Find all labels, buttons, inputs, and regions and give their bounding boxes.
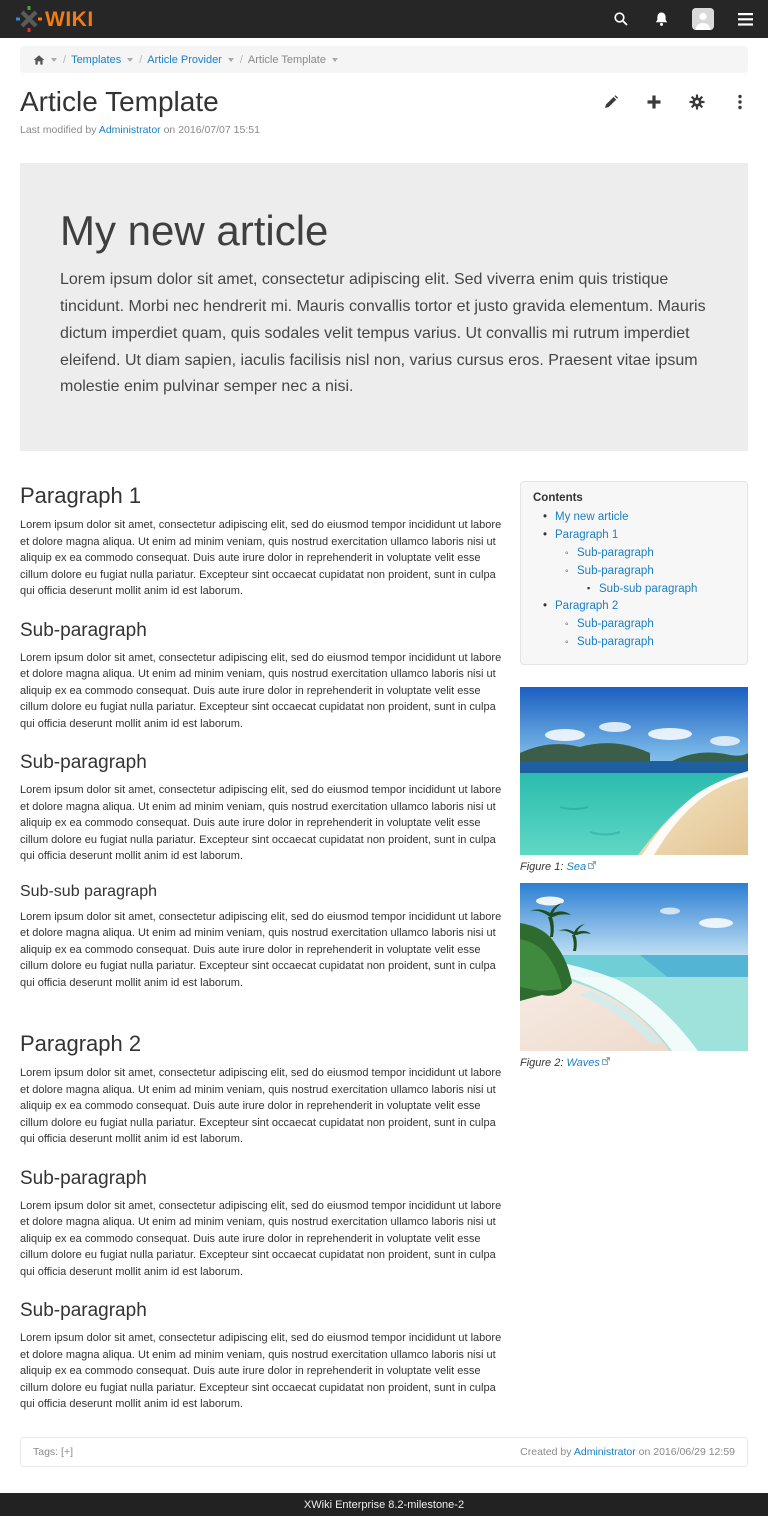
toc-link-paragraph-1[interactable]: Paragraph 1 xyxy=(555,529,619,542)
section-heading-sub-paragraph: Sub-paragraph xyxy=(20,1300,147,1322)
current-page-dropdown-caret-icon[interactable] xyxy=(332,58,338,62)
xwiki-version-text: XWiki Enterprise 8.2-milestone-2 xyxy=(303,1498,465,1511)
figure-1 xyxy=(520,687,748,873)
add-plus-icon[interactable] xyxy=(645,93,662,110)
external-link-icon xyxy=(602,1056,610,1068)
waves-photo xyxy=(520,883,748,1051)
logo-wordmark: WIKI xyxy=(45,7,94,31)
user-avatar[interactable] xyxy=(692,8,714,30)
document-footer-bar xyxy=(20,1437,748,1467)
article-body xyxy=(20,481,506,1419)
section-text: Lorem ipsum dolor sit amet, consectetur adipiscing elit, sed do eiusmod tempor incididunt ut labore et dolore magna aliqua. Ut enim ad minim veniam, quis nostrud exercitation ullamco laboris nisi ut aliquip ex ea commodo consequat. Duis aute irure dolor in reprehenderit in voluptate velit esse cillum dolore eu fugiat nulla pariatur. Excepteur sint occaecat cupidatat non proident, sunt in culpa qui officia deserunt mollit anim id est laborum. xyxy=(20,1199,502,1278)
toc-entry xyxy=(533,509,735,527)
topbar-actions xyxy=(612,8,754,30)
page-header xyxy=(0,87,768,118)
section-text: Lorem ipsum dolor sit amet, consectetur adipiscing elit, sed do eiusmod tempor incididunt ut labore et dolore magna aliqua. Ut enim ad minim veniam, quis nostrud exercitation ullamco laboris nisi ut aliquip ex ea commodo consequat. Duis aute irure dolor in reprehenderit in voluptate velit esse cillum dolore eu fugiat nulla pariatur. Excepteur sint occaecat cupidatat non proident, sunt in culpa qui officia deserunt mollit anim id est laborum. xyxy=(20,519,502,598)
section-text: Lorem ipsum dolor sit amet, consectetur adipiscing elit, sed do eiusmod tempor incididunt ut labore et dolore magna aliqua. Ut enim ad minim veniam, quis nostrud exercitation ullamco laboris nisi ut aliquip ex ea commodo consequat. Duis aute irure dolor in reprehenderit in voluptate velit esse cillum dolore eu fugiat nulla pariatur. Excepteur sint occaecat cupidatat non proident, sunt in culpa qui officia deserunt mollit anim id est laborum. xyxy=(20,1067,502,1146)
hamburger-menu-icon[interactable] xyxy=(736,10,754,28)
breadcrumb xyxy=(20,46,748,73)
figure-1-link[interactable]: Sea xyxy=(566,860,587,873)
section-text: Lorem ipsum dolor sit amet, consectetur adipiscing elit, sed do eiusmod tempor incididunt ut labore et dolore magna aliqua. Ut enim ad minim veniam, quis nostrud exercitation ullamco laboris nisi ut aliquip ex ea commodo consequat. Duis aute irure dolor in reprehenderit in voluptate velit esse cillum dolore eu fugiat nulla pariatur. Excepteur sint occaecat cupidatat non proident, sunt in culpa qui officia deserunt mollit anim id est laborum. xyxy=(20,910,502,989)
created-suffix: on 2016/06/29 12:59 xyxy=(638,1445,735,1458)
created-author-link[interactable]: Administrator xyxy=(573,1445,636,1458)
section-heading-sub-paragraph: Sub-paragraph xyxy=(20,619,147,641)
created-line xyxy=(520,1446,735,1458)
figure-2-link[interactable]: Waves xyxy=(566,1056,600,1069)
toc-link-sub-paragraph[interactable]: Sub-paragraph xyxy=(577,546,654,559)
page-title: Article Template xyxy=(20,86,219,117)
xwiki-logo[interactable] xyxy=(14,4,94,34)
section-heading-sub-paragraph: Sub-paragraph xyxy=(20,1167,147,1189)
figure-2-caption xyxy=(520,1056,748,1069)
section-heading-paragraph-2: Paragraph 2 xyxy=(20,1031,142,1057)
site-footer xyxy=(0,1493,768,1516)
templates-dropdown-caret-icon[interactable] xyxy=(127,58,133,62)
home-dropdown-caret-icon[interactable] xyxy=(51,58,57,62)
breadcrumb-separator: / xyxy=(63,53,67,66)
toc-link-sub-paragraph[interactable]: Sub-paragraph xyxy=(577,635,654,648)
toc-link-sub-paragraph[interactable]: Sub-paragraph xyxy=(577,564,654,577)
tags-label: Tags: xyxy=(33,1445,59,1458)
toc-link-paragraph-2[interactable]: Paragraph 2 xyxy=(555,600,619,613)
table-of-contents-panel xyxy=(520,481,748,665)
sea-photo xyxy=(520,687,748,855)
article-hero xyxy=(20,163,748,451)
more-actions-kebab-icon[interactable] xyxy=(731,93,748,110)
section-text: Lorem ipsum dolor sit amet, consectetur adipiscing elit, sed do eiusmod tempor incididunt ut labore et dolore magna aliqua. Ut enim ad minim veniam, quis nostrud exercitation ullamco laboris nisi ut aliquip ex ea commodo consequat. Duis aute irure dolor in reprehenderit in voluptate velit esse cillum dolore eu fugiat nulla pariatur. Excepteur sint occaecat cupidatat non proident, sunt in culpa qui officia deserunt mollit anim id est laborum. xyxy=(20,1332,502,1411)
toc-entry xyxy=(533,616,735,634)
breadcrumb-link-article-provider[interactable]: Article Provider xyxy=(147,53,222,66)
figure-1-caption-prefix: Figure 1: xyxy=(520,860,564,873)
toc-entry xyxy=(533,634,735,652)
figure-1-caption xyxy=(520,860,748,873)
sidebar xyxy=(520,481,748,1069)
created-prefix: Created by xyxy=(520,1445,572,1458)
breadcrumb-separator: / xyxy=(139,53,143,66)
modified-prefix: Last modified by xyxy=(20,123,97,136)
modified-suffix: on 2016/07/07 15:51 xyxy=(163,123,260,136)
section-heading-sub-paragraph: Sub-paragraph xyxy=(20,752,147,774)
figure-2 xyxy=(520,883,748,1069)
xwiki-logo-x-icon xyxy=(14,4,44,34)
toc-entry xyxy=(533,563,735,581)
toc-link-my-new-article[interactable]: My new article xyxy=(555,511,629,524)
toc-entry xyxy=(533,581,735,599)
breadcrumb-link-templates[interactable]: Templates xyxy=(71,53,122,66)
toc-title: Contents xyxy=(533,492,583,505)
tags-area xyxy=(33,1446,73,1458)
toc-entry xyxy=(533,527,735,545)
toc-entry xyxy=(533,598,735,616)
add-tag-button[interactable]: [+] xyxy=(61,1445,73,1458)
article-provider-dropdown-caret-icon[interactable] xyxy=(228,58,234,62)
toc-link-sub-paragraph[interactable]: Sub-paragraph xyxy=(577,618,654,631)
toc-entry xyxy=(533,545,735,563)
top-navbar xyxy=(0,0,768,38)
search-icon[interactable] xyxy=(612,10,630,28)
content-columns xyxy=(0,481,768,1419)
breadcrumb-separator: / xyxy=(239,53,243,66)
page-actions xyxy=(602,93,748,110)
figure-2-caption-prefix: Figure 2: xyxy=(520,1056,564,1069)
last-modified-line xyxy=(0,124,768,136)
edit-pencil-icon[interactable] xyxy=(602,93,619,110)
toc-link-sub-sub-paragraph[interactable]: Sub-sub paragraph xyxy=(599,582,698,595)
notifications-bell-icon[interactable] xyxy=(652,10,670,28)
settings-gear-icon[interactable] xyxy=(688,93,705,110)
section-text: Lorem ipsum dolor sit amet, consectetur adipiscing elit, sed do eiusmod tempor incididunt ut labore et dolore magna aliqua. Ut enim ad minim veniam, quis nostrud exercitation ullamco laboris nisi ut aliquip ex ea commodo consequat. Duis aute irure dolor in reprehenderit in voluptate velit esse cillum dolore eu fugiat nulla pariatur. Excepteur sint occaecat cupidatat non proident, sunt in culpa qui officia deserunt mollit anim id est laborum. xyxy=(20,784,502,863)
hero-lead-text: Lorem ipsum dolor sit amet, consectetur adipiscing elit. Sed viverra enim quis tristique tincidunt. Morbi nec hendrerit mi. Mauris convallis tortor et justo gravida elementum. Mauris dictum imperdiet quam, quis sodales velit tempus varius. Ut convallis mi rutrum imperdiet eleifend. Ut diam sapien, iaculis facilisis nisl non, varius cursus eros. Praesent vitae ipsum molestie enim pulvinar semper nec a nisi. xyxy=(60,270,706,396)
home-icon[interactable] xyxy=(32,53,45,66)
hero-title: My new article xyxy=(60,206,329,254)
external-link-icon xyxy=(588,860,596,872)
section-text: Lorem ipsum dolor sit amet, consectetur adipiscing elit, sed do eiusmod tempor incididunt ut labore et dolore magna aliqua. Ut enim ad minim veniam, quis nostrud exercitation ullamco laboris nisi ut aliquip ex ea commodo consequat. Duis aute irure dolor in reprehenderit in voluptate velit esse cillum dolore eu fugiat nulla pariatur. Excepteur sint occaecat cupidatat non proident, sunt in culpa qui officia deserunt mollit anim id est laborum. xyxy=(20,651,502,730)
breadcrumb-current-page: Article Template xyxy=(247,53,326,66)
modified-author-link[interactable]: Administrator xyxy=(98,123,161,136)
section-heading-sub-sub-paragraph: Sub-sub paragraph xyxy=(20,882,157,900)
section-heading-paragraph-1: Paragraph 1 xyxy=(20,483,142,509)
